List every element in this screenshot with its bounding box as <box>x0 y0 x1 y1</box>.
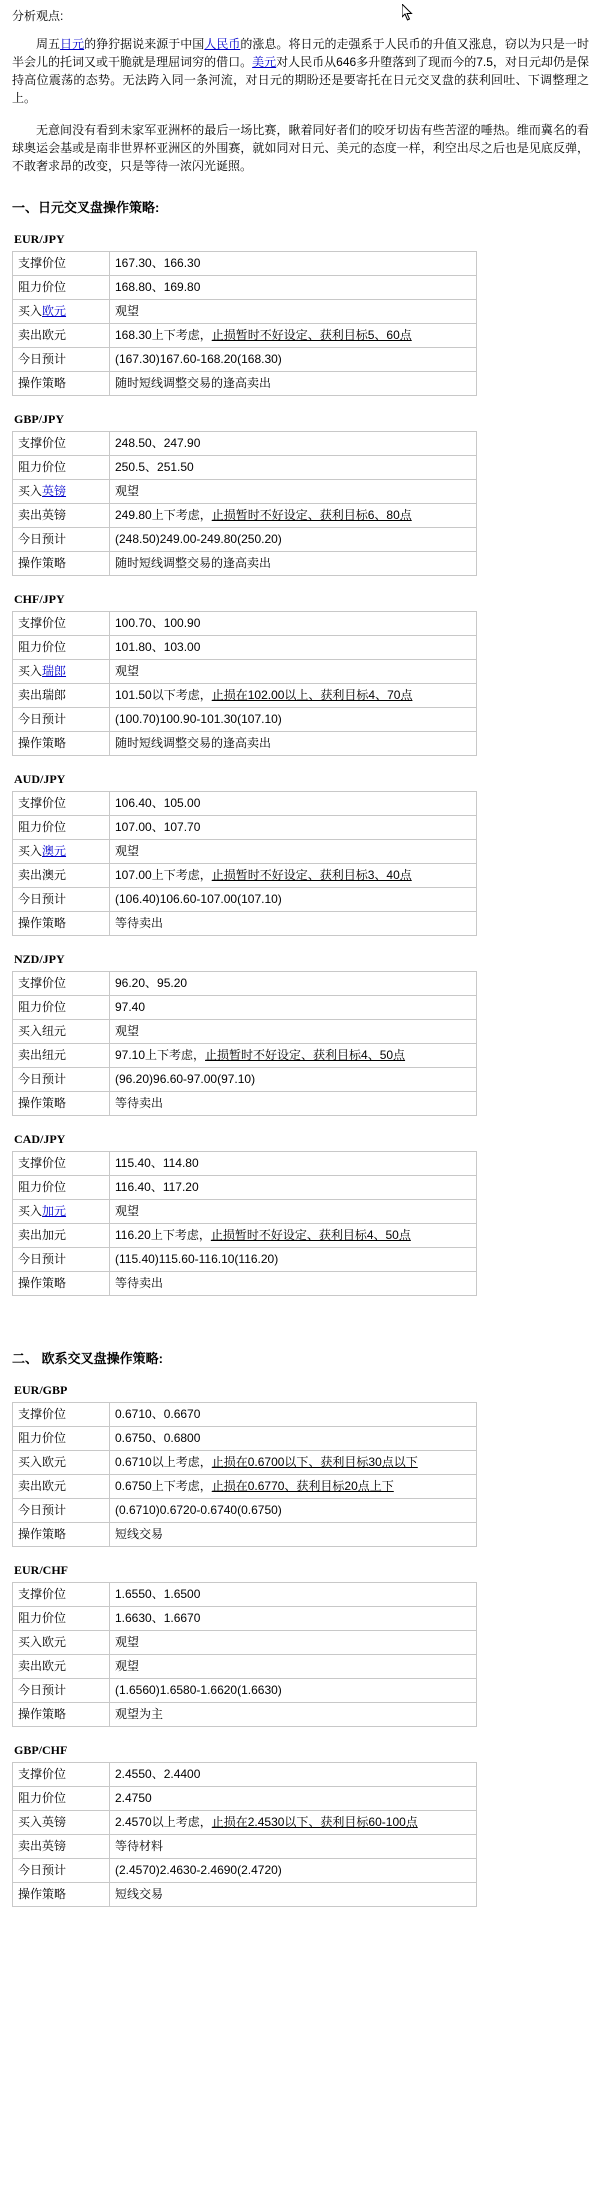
table-row <box>13 1811 477 1835</box>
row-value-text: 2.4570以上考虑， <box>115 1815 212 1829</box>
row-label: 卖出欧元 <box>13 1475 110 1499</box>
table-row <box>13 1068 477 1092</box>
row-value-text: 0.6750上下考虑， <box>115 1479 212 1493</box>
table-row <box>13 432 477 456</box>
table-row <box>13 612 477 636</box>
table-row <box>13 1200 477 1224</box>
strategy-table <box>12 971 477 1116</box>
currency-pair-title: GBP/CHF <box>14 1743 68 1757</box>
row-label: 阻力价位 <box>13 636 110 660</box>
row-value: (0.6710)0.6720-0.6740(0.6750) <box>110 1499 477 1523</box>
row-value <box>110 864 477 888</box>
row-label: 今日预计 <box>13 1248 110 1272</box>
currency-link[interactable]: 加元 <box>42 1204 67 1218</box>
row-label: 今日预计 <box>13 1499 110 1523</box>
row-value-text: 107.00上下考虑， <box>115 868 212 882</box>
row-value-text: 168.30上下考虑， <box>115 328 212 342</box>
strategy-table <box>12 1582 477 1727</box>
row-label <box>13 840 110 864</box>
table-row <box>13 636 477 660</box>
row-value-emphasis: 止损在0.6700以下、获利目标30点以下 <box>211 1455 418 1469</box>
row-value <box>110 324 477 348</box>
row-label: 支撑价位 <box>13 612 110 636</box>
intro-label: 分析观点: <box>12 9 64 23</box>
table-row <box>13 684 477 708</box>
row-value: 观望 <box>110 1020 477 1044</box>
row-label: 操作策略 <box>13 1523 110 1547</box>
row-label: 今日预计 <box>13 708 110 732</box>
table-row <box>13 324 477 348</box>
table-row <box>13 1859 477 1883</box>
row-label: 操作策略 <box>13 1703 110 1727</box>
row-value: 等待卖出 <box>110 1092 477 1116</box>
table-row <box>13 528 477 552</box>
paragraph-text: 的狰狞据说来源于中国 <box>84 37 205 51</box>
table-row <box>13 504 477 528</box>
row-label: 阻力价位 <box>13 996 110 1020</box>
row-value-emphasis: 止损在2.4530以下、获利目标60-100点 <box>211 1815 418 1829</box>
row-value: 观望 <box>110 300 477 324</box>
paragraph <box>12 35 589 107</box>
row-value: 短线交易 <box>110 1523 477 1547</box>
row-value: 0.6710、0.6670 <box>110 1403 477 1427</box>
strategy-table <box>12 431 477 576</box>
strategy-table <box>12 251 477 396</box>
row-value <box>110 1811 477 1835</box>
row-label: 支撑价位 <box>13 1152 110 1176</box>
row-value-text: 116.20上下考虑， <box>115 1228 211 1242</box>
row-value-text: 0.6710以上考虑， <box>115 1455 212 1469</box>
table-row <box>13 972 477 996</box>
table-row <box>13 1655 477 1679</box>
row-label: 今日预计 <box>13 348 110 372</box>
row-value-emphasis: 止损暂时不好设定、获利目标4、50点 <box>205 1048 406 1062</box>
table-row <box>13 1883 477 1907</box>
row-value-emphasis: 止损暂时不好设定、获利目标6、80点 <box>211 508 412 522</box>
row-value: 随时短线调整交易的逢高卖出 <box>110 732 477 756</box>
table-row <box>13 1451 477 1475</box>
row-label <box>13 300 110 324</box>
row-label: 卖出英镑 <box>13 504 110 528</box>
row-value: 167.30、166.30 <box>110 252 477 276</box>
row-value: 观望 <box>110 1200 477 1224</box>
row-value: 观望为主 <box>110 1703 477 1727</box>
row-label: 卖出英镑 <box>13 1835 110 1859</box>
table-row <box>13 1272 477 1296</box>
row-value: 2.4750 <box>110 1787 477 1811</box>
row-value-text: 249.80上下考虑， <box>115 508 212 522</box>
row-label: 支撑价位 <box>13 432 110 456</box>
row-value: 观望 <box>110 660 477 684</box>
row-label-text: 买入 <box>18 664 43 678</box>
paragraph-text: 无意间没有看到未家军亚洲杯的最后一场比赛，瞅着同好者们的咬牙切齿有些苦涩的唾热。维而冀名的看球奥运会基或是南非世界杯亚洲区的外围赛，就如同对日元、美元的态度一样，利空出尽之后也是见底反弹，不敢奢求昂的改变，只是等待一浓闪光诞照。 <box>12 123 589 173</box>
row-label: 阻力价位 <box>13 1787 110 1811</box>
table-row <box>13 1248 477 1272</box>
currency-link[interactable]: 瑞郎 <box>42 664 67 678</box>
section-title: 一、日元交叉盘操作策略: <box>12 200 160 215</box>
row-label: 买入欧元 <box>13 1631 110 1655</box>
row-value-text: 101.50以下考虑， <box>115 688 212 702</box>
row-label <box>13 1200 110 1224</box>
table-row <box>13 1152 477 1176</box>
row-value: 1.6550、1.6500 <box>110 1583 477 1607</box>
row-label: 卖出纽元 <box>13 1044 110 1068</box>
table-row <box>13 792 477 816</box>
table-row <box>13 864 477 888</box>
table-row <box>13 1835 477 1859</box>
row-label: 阻力价位 <box>13 276 110 300</box>
row-label: 阻力价位 <box>13 816 110 840</box>
row-label: 今日预计 <box>13 1859 110 1883</box>
table-row <box>13 1607 477 1631</box>
row-value: 248.50、247.90 <box>110 432 477 456</box>
table-row <box>13 1224 477 1248</box>
currency-link[interactable]: 欧元 <box>42 304 67 318</box>
section-title: 二、 欧系交叉盘操作策略: <box>12 1351 163 1366</box>
row-label: 阻力价位 <box>13 1427 110 1451</box>
currency-pair-title: CAD/JPY <box>14 1132 66 1146</box>
row-label: 操作策略 <box>13 1272 110 1296</box>
row-value: 96.20、95.20 <box>110 972 477 996</box>
row-label-text: 买入 <box>18 1204 43 1218</box>
row-value <box>110 1044 477 1068</box>
row-value: (167.30)167.60-168.20(168.30) <box>110 348 477 372</box>
row-label: 操作策略 <box>13 732 110 756</box>
row-label: 阻力价位 <box>13 1607 110 1631</box>
row-label: 买入纽元 <box>13 1020 110 1044</box>
row-value <box>110 1451 477 1475</box>
row-label-text: 买入 <box>18 844 43 858</box>
table-row <box>13 660 477 684</box>
paragraph <box>12 121 589 175</box>
currency-link[interactable]: 澳元 <box>42 844 67 858</box>
table-row <box>13 1092 477 1116</box>
strategy-table <box>12 1151 477 1296</box>
row-value-emphasis: 止损暂时不好设定、获利目标4、50点 <box>210 1228 411 1242</box>
row-label: 卖出瑞郎 <box>13 684 110 708</box>
row-label: 操作策略 <box>13 372 110 396</box>
row-label: 今日预计 <box>13 888 110 912</box>
row-label: 操作策略 <box>13 552 110 576</box>
currency-pair-title: EUR/GBP <box>14 1383 68 1397</box>
row-value: 106.40、105.00 <box>110 792 477 816</box>
table-row <box>13 1703 477 1727</box>
row-label <box>13 480 110 504</box>
strategy-table <box>12 611 477 756</box>
currency-pair-title: EUR/CHF <box>14 1563 68 1577</box>
table-row <box>13 1787 477 1811</box>
row-value: 随时短线调整交易的逢高卖出 <box>110 372 477 396</box>
row-value: (248.50)249.00-249.80(250.20) <box>110 528 477 552</box>
row-value: (96.20)96.60-97.00(97.10) <box>110 1068 477 1092</box>
row-label: 支撑价位 <box>13 792 110 816</box>
row-label: 卖出欧元 <box>13 1655 110 1679</box>
row-label: 支撑价位 <box>13 972 110 996</box>
table-row <box>13 300 477 324</box>
row-label: 阻力价位 <box>13 456 110 480</box>
row-value: 0.6750、0.6800 <box>110 1427 477 1451</box>
table-row <box>13 1475 477 1499</box>
row-value-emphasis: 止损在0.6770、获利目标20点上下 <box>211 1479 394 1493</box>
table-row <box>13 348 477 372</box>
table-row <box>13 1427 477 1451</box>
table-row <box>13 996 477 1020</box>
table-row <box>13 252 477 276</box>
currency-pair-title: NZD/JPY <box>14 952 65 966</box>
table-row <box>13 888 477 912</box>
row-label: 操作策略 <box>13 1092 110 1116</box>
row-value <box>110 684 477 708</box>
table-row <box>13 1631 477 1655</box>
strategy-table <box>12 791 477 936</box>
inline-link[interactable]: 美元 <box>252 55 277 69</box>
row-label: 买入欧元 <box>13 1451 110 1475</box>
row-label: 卖出澳元 <box>13 864 110 888</box>
row-value: 101.80、103.00 <box>110 636 477 660</box>
row-value: 观望 <box>110 840 477 864</box>
row-value-emphasis: 止损在102.00以上、获利目标4、70点 <box>211 688 413 702</box>
table-row <box>13 1176 477 1200</box>
row-label: 支撑价位 <box>13 1403 110 1427</box>
row-value: 100.70、100.90 <box>110 612 477 636</box>
table-row <box>13 1763 477 1787</box>
row-label: 今日预计 <box>13 528 110 552</box>
row-label: 今日预计 <box>13 1679 110 1703</box>
row-label: 卖出欧元 <box>13 324 110 348</box>
row-value: 107.00、107.70 <box>110 816 477 840</box>
row-value <box>110 1475 477 1499</box>
strategy-table <box>12 1402 477 1547</box>
section-spacer <box>12 1300 589 1326</box>
row-value: (100.70)100.90-101.30(107.10) <box>110 708 477 732</box>
row-value: 等待卖出 <box>110 1272 477 1296</box>
row-value: 2.4550、2.4400 <box>110 1763 477 1787</box>
row-label: 今日预计 <box>13 1068 110 1092</box>
row-label-text: 买入 <box>18 484 43 498</box>
row-label: 操作策略 <box>13 912 110 936</box>
table-row <box>13 552 477 576</box>
table-row <box>13 732 477 756</box>
row-label: 买入英镑 <box>13 1811 110 1835</box>
row-value-emphasis: 止损暂时不好设定、获利目标3、40点 <box>211 868 412 882</box>
row-value <box>110 504 477 528</box>
currency-pair-title: AUD/JPY <box>14 772 66 786</box>
table-row <box>13 372 477 396</box>
row-label-text: 买入 <box>18 304 43 318</box>
table-row <box>13 1499 477 1523</box>
table-row <box>13 1583 477 1607</box>
row-label <box>13 660 110 684</box>
table-row <box>13 1403 477 1427</box>
strategy-sections <box>12 197 589 1907</box>
row-value: 116.40、117.20 <box>110 1176 477 1200</box>
row-value: 观望 <box>110 1655 477 1679</box>
row-label: 支撑价位 <box>13 1763 110 1787</box>
row-value: (2.4570)2.4630-2.4690(2.4720) <box>110 1859 477 1883</box>
row-value <box>110 1224 477 1248</box>
table-row <box>13 912 477 936</box>
paragraph-text: 对人民币从646多升堕落到了现而今的7.5，对日元却仍是保持高位震荡的态势。无法跨入同一条河流，对日元的期盼还是要寄托在日元交叉盘的获利回吐、下调整理之上。 <box>12 55 589 105</box>
inline-link[interactable]: 人民币 <box>204 37 241 51</box>
row-value: 1.6630、1.6670 <box>110 1607 477 1631</box>
paragraph-text: 的涨息。将日元的走强系于人民币的升值又涨息，窃以为只是一时半会儿的托词又或干脆就是理屈词穷的借口。 <box>12 37 589 69</box>
row-value: 168.80、169.80 <box>110 276 477 300</box>
row-label: 阻力价位 <box>13 1176 110 1200</box>
table-row <box>13 1020 477 1044</box>
table-row <box>13 1523 477 1547</box>
row-value: (1.6560)1.6580-1.6620(1.6630) <box>110 1679 477 1703</box>
strategy-table <box>12 1762 477 1907</box>
table-row <box>13 1679 477 1703</box>
row-value: (106.40)106.60-107.00(107.10) <box>110 888 477 912</box>
row-value-emphasis: 止损暂时不好设定、获利目标5、60点 <box>211 328 412 342</box>
currency-pair-title: GBP/JPY <box>14 412 64 426</box>
currency-link[interactable]: 英镑 <box>42 484 67 498</box>
row-value: 等待材料 <box>110 1835 477 1859</box>
row-label: 支撑价位 <box>13 1583 110 1607</box>
table-row <box>13 816 477 840</box>
row-value: 250.5、251.50 <box>110 456 477 480</box>
row-label: 卖出加元 <box>13 1224 110 1248</box>
row-label: 支撑价位 <box>13 252 110 276</box>
inline-link[interactable]: 日元 <box>60 37 85 51</box>
row-value: 97.40 <box>110 996 477 1020</box>
row-value: 短线交易 <box>110 1883 477 1907</box>
paragraph-text: 周五 <box>36 37 61 51</box>
table-row <box>13 708 477 732</box>
row-label: 操作策略 <box>13 1883 110 1907</box>
currency-pair-title: EUR/JPY <box>14 232 65 246</box>
table-row <box>13 1044 477 1068</box>
table-row <box>13 480 477 504</box>
table-row <box>13 840 477 864</box>
row-value: 观望 <box>110 480 477 504</box>
table-row <box>13 456 477 480</box>
row-value: 观望 <box>110 1631 477 1655</box>
row-value: 等待卖出 <box>110 912 477 936</box>
intro-paragraphs <box>12 35 589 175</box>
row-value: 随时短线调整交易的逢高卖出 <box>110 552 477 576</box>
row-value: 115.40、114.80 <box>110 1152 477 1176</box>
table-row <box>13 276 477 300</box>
currency-pair-title: CHF/JPY <box>14 592 65 606</box>
row-value: (115.40)115.60-116.10(116.20) <box>110 1248 477 1272</box>
row-value-text: 97.10上下考虑， <box>115 1048 206 1062</box>
